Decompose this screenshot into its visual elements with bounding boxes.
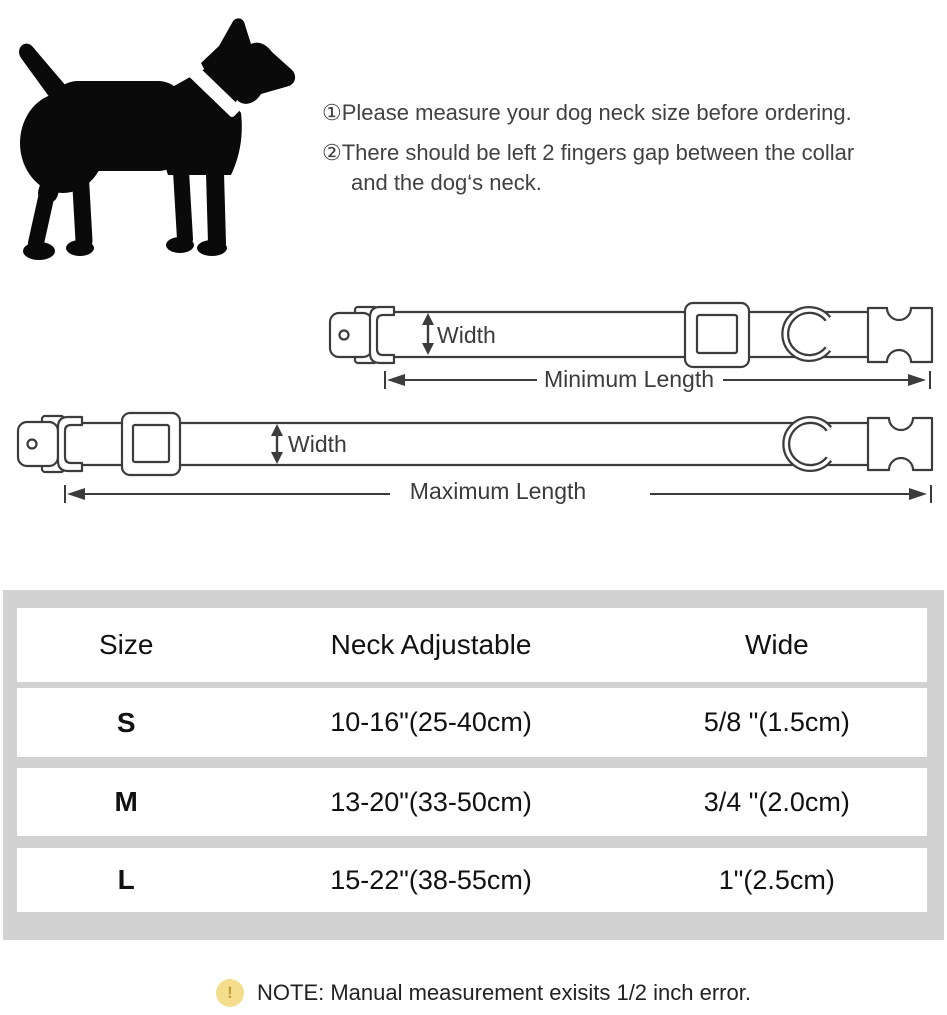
collar-strap [60, 423, 885, 465]
buckle-hole-icon [340, 331, 349, 340]
dog-front-paw-inner [166, 237, 194, 253]
cell-wide: 1"(2.5cm) [718, 864, 835, 895]
cell-neck: 13-20"(33-50cm) [330, 786, 532, 817]
table-row-l [17, 848, 927, 912]
instruction-text-1: Please measure your dog neck size before ordering. [341, 100, 852, 125]
table-row-m [17, 768, 927, 836]
clip-end-icon [868, 308, 932, 362]
instruction-list [322, 98, 944, 208]
cell-size: M [114, 786, 138, 817]
dog-front-paw [197, 240, 227, 256]
note [216, 979, 751, 1007]
buckle-body-icon [18, 422, 58, 466]
cell-wide: 5/8 "(1.5cm) [703, 707, 850, 737]
cell-neck: 15-22"(38-55cm) [330, 864, 532, 895]
instruction-text-2: There should be left 2 fingers gap between the collar and the dog‘s neck. [341, 140, 855, 195]
header-cell-size: Size [98, 629, 154, 660]
row-separator [17, 836, 927, 848]
buckle-hole-icon [28, 440, 37, 449]
buckle-body-icon [330, 313, 372, 357]
dog-rear-paw-inner [66, 240, 94, 256]
note-text: NOTE: Manual measurement exisits 1/2 inch error. [257, 980, 751, 1005]
cell-wide: 3/4 "(2.0cm) [703, 786, 850, 817]
dog-silhouette-icon [8, 5, 300, 267]
circled-number-1: ① [322, 100, 342, 125]
table-header-row [17, 608, 927, 682]
circled-number-2: ② [322, 140, 342, 165]
instruction-item-1 [322, 98, 944, 128]
exclamation-icon: ! [216, 979, 244, 1007]
width-label: Width [288, 431, 347, 457]
row-separator [17, 757, 927, 768]
size-table [3, 590, 944, 940]
maximum-length-label: Maximum Length [409, 478, 587, 504]
header-cell-wide: Wide [744, 629, 809, 660]
cell-size: L [117, 864, 135, 895]
cell-size: S [116, 706, 136, 738]
slider-inner-icon [697, 315, 737, 353]
instruction-item-2 [322, 138, 891, 198]
width-label: Width [437, 322, 496, 348]
cell-neck: 10-16"(25-40cm) [330, 707, 532, 737]
clip-end-icon [868, 418, 932, 470]
minimum-length-label: Minimum Length [543, 366, 715, 392]
dog-rear-paw [23, 242, 55, 260]
table-row-s [17, 688, 927, 757]
header-cell-neck-adjustable: Neck Adjustable [330, 629, 532, 660]
slider-inner-icon [133, 425, 169, 462]
